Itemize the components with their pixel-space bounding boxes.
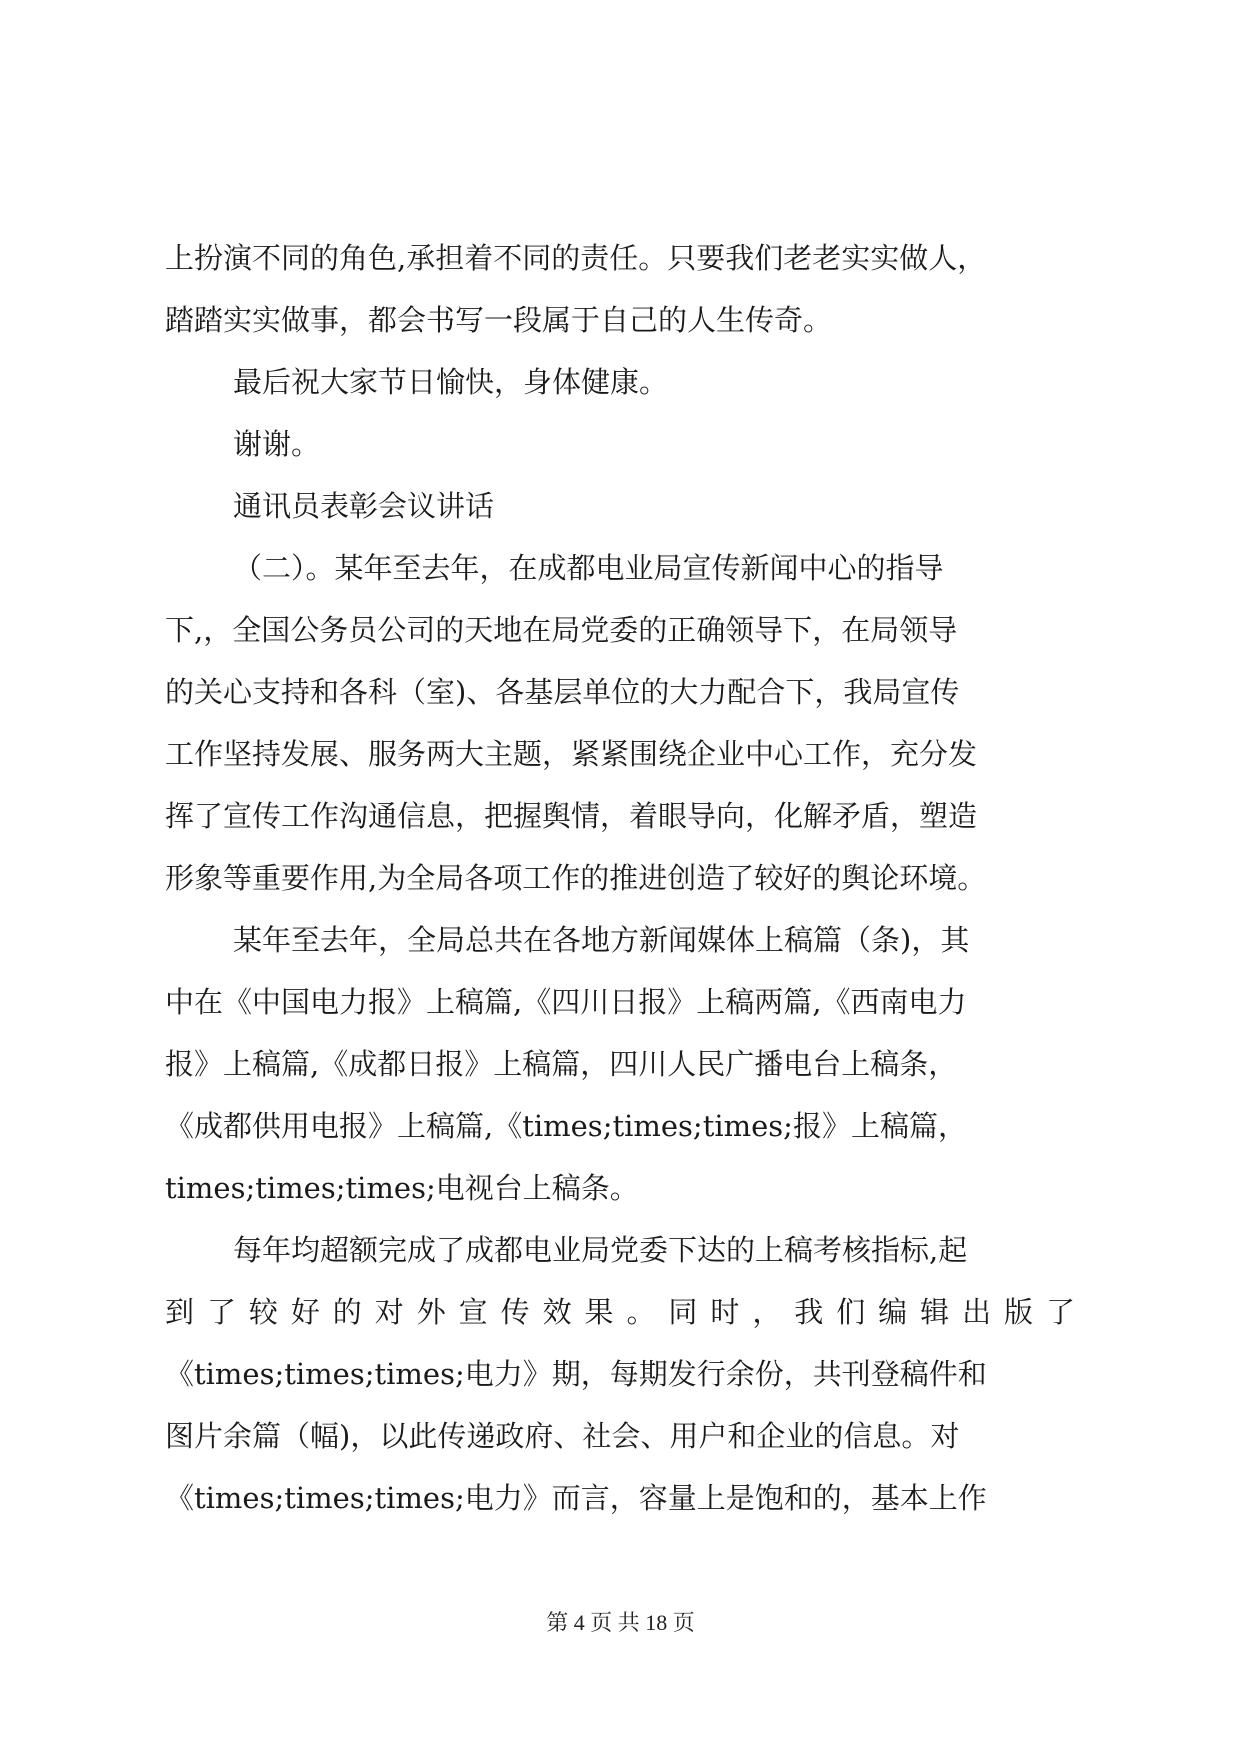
text-line: 《成都供用电报》上稿篇,《times;times;times;报》上稿篇， (165, 1109, 967, 1143)
text-line: 《times;times;times;电力》而言，容量上是饱和的，基本上作 (165, 1481, 987, 1515)
page-number: 第 4 页 共 18 页 (546, 1610, 695, 1635)
text-line: （二）。某年至去年，在成都电业局宣传新闻中心的指导 (233, 551, 944, 585)
text-line: 谢谢。 (233, 427, 321, 461)
text-line: 中在《中国电力报》上稿篇,《四川日报》上稿两篇,《西南电力 (165, 985, 967, 1019)
text-line: 某年至去年，全局总共在各地方新闻媒体上稿篇（条)，其 (233, 923, 970, 957)
body-text (165, 227, 1075, 1529)
text-line: 《times;times;times;电力》期，每期发行余份，共刊登稿件和 (165, 1357, 987, 1391)
text-line: 下,，全国公务员公司的天地在局党委的正确领导下，在局领导 (165, 613, 958, 647)
text-line: 踏踏实实做事，都会书写一段属于自己的人生传奇。 (165, 303, 833, 337)
text-line: 的关心支持和各科（室)、各基层单位的大力配合下，我局宣传 (165, 675, 960, 709)
text-line: 形象等重要作用,为全局各项工作的推进创造了较好的舆论环境。 (165, 861, 987, 895)
text-line: 报》上稿篇,《成都日报》上稿篇，四川人民广播电台上稿条， (165, 1047, 958, 1081)
text-line: 上扮演不同的角色,承担着不同的责任。只要我们老老实实做人， (165, 241, 987, 275)
text-line: times;times;times;电视台上稿条。 (165, 1171, 639, 1205)
text-line: 图片余篇（幅)，以此传递政府、社会、用户和企业的信息。对 (165, 1419, 960, 1453)
text-line: 最后祝大家节日愉快，身体健康。 (233, 365, 669, 399)
text-line: 挥了宣传工作沟通信息，把握舆情，着眼导向，化解矛盾，塑造 (165, 799, 978, 833)
text-line: 工作坚持发展、服务两大主题，紧紧围绕企业中心工作，充分发 (165, 737, 978, 771)
section-heading: 通讯员表彰会议讲话 (233, 489, 495, 523)
text-line: 每年均超额完成了成都电业局党委下达的上稿考核指标,起 (233, 1233, 968, 1267)
text-line: 到了较好的对外宣传效果。同时，我们编辑出版了 (165, 1295, 1075, 1329)
